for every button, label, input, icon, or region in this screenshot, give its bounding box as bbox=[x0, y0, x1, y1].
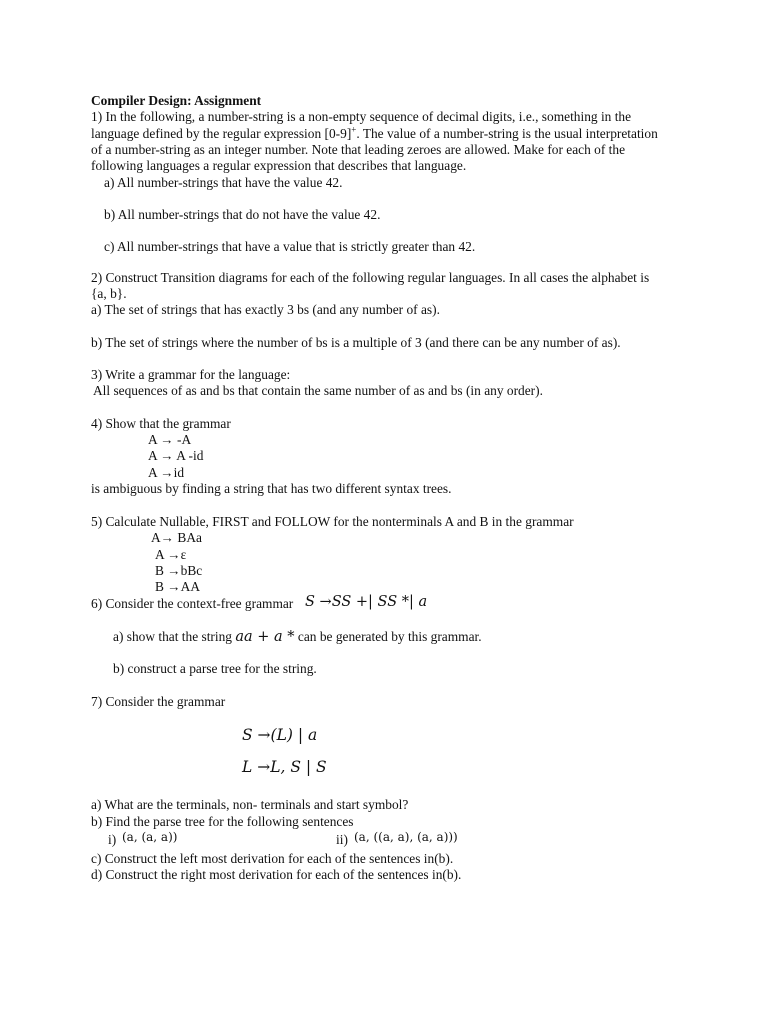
q5-line-1: 5) Calculate Nullable, FIRST and FOLLOW for the nonterminals A and B in the grammar bbox=[91, 514, 574, 529]
q7-part-a: a) What are the terminals, non- terminals and start symbol? bbox=[91, 797, 409, 812]
q7-rule-1: S →(L) | a bbox=[242, 726, 318, 744]
q1-part-a: a) All number-strings that have the value 42. bbox=[104, 175, 343, 190]
q5-rule-4: B →AA bbox=[155, 579, 201, 594]
q6-part-b: b) construct a parse tree for the string. bbox=[113, 661, 317, 676]
q1-line-4: following languages a regular expression that describes that language. bbox=[91, 158, 467, 173]
q6-part-a-pre: a) show that the string bbox=[113, 629, 233, 644]
q6-string-math: aa + a * bbox=[235, 629, 295, 645]
q7-sentence-i-label: i) bbox=[108, 832, 117, 847]
q1-part-c: c) All number-strings that have a value that is strictly greater than 42. bbox=[104, 239, 476, 254]
q1-part-b: b) All number-strings that do not have the value 42. bbox=[104, 207, 381, 222]
q4-rule-1: A → -A bbox=[148, 432, 192, 447]
q3-line-2: All sequences of as and bs that contain the same number of as and bs (in any order). bbox=[93, 383, 543, 398]
q4-rule-2: A → A -id bbox=[148, 448, 204, 463]
q6-line-1: 6) Consider the context-free grammar bbox=[91, 596, 294, 611]
q7-sentence-ii-label: ii) bbox=[336, 832, 348, 847]
q7-part-c: c) Construct the left most derivation for each of the sentences in(b). bbox=[91, 851, 454, 866]
q2-line-1: 2) Construct Transition diagrams for each of the following regular languages. In all cases the alphabet is bbox=[91, 270, 650, 285]
q5-rule-2: A →ε bbox=[155, 547, 187, 562]
q2-part-b: b) The set of strings where the number of bs is a multiple of 3 (and there can be any number of as). bbox=[91, 335, 621, 350]
q7-sentence-ii: (a, ((a, a), (a, a))) bbox=[354, 830, 458, 844]
q1-line-2-post: . The value of a number-string is the usual interpretation bbox=[356, 126, 658, 141]
q7-sentence-i: (a, (a, a)) bbox=[122, 830, 178, 844]
q1-line-2-pre: language defined by the regular expression [0-9] bbox=[91, 126, 352, 141]
q1-line-3: of a number-string as an integer number. Note that leading zeroes are allowed. Make for each of the bbox=[91, 142, 626, 157]
q4-line-after: is ambiguous by finding a string that has two different syntax trees. bbox=[91, 481, 452, 496]
q1-line-2 bbox=[91, 126, 658, 142]
q4-line-1: 4) Show that the grammar bbox=[91, 416, 231, 431]
q5-rule-1: A→ BAa bbox=[151, 530, 202, 545]
q1-line-1: 1) In the following, a number-string is a non-empty sequence of decimal digits, i.e., something in the bbox=[91, 109, 632, 124]
document-title: Compiler Design: Assignment bbox=[91, 93, 262, 108]
q6-part-a bbox=[113, 629, 482, 645]
q7-part-b: b) Find the parse tree for the following sentences bbox=[91, 814, 354, 829]
q7-part-d: d) Construct the right most derivation for each of the sentences in(b). bbox=[91, 867, 462, 882]
q7-rule-2: L →L, S | S bbox=[242, 758, 327, 776]
q1-regex-plus: + bbox=[351, 124, 357, 135]
q6-part-a-post: can be generated by this grammar. bbox=[297, 629, 482, 644]
q2-part-a: a) The set of strings that has exactly 3 bs (and any number of as). bbox=[91, 302, 440, 317]
q7-line-1: 7) Consider the grammar bbox=[91, 694, 226, 709]
q6-grammar: S →SS +| SS *| a bbox=[305, 594, 428, 610]
q2-line-2: {a, b}. bbox=[91, 286, 127, 301]
q4-rule-3: A →id bbox=[148, 465, 185, 480]
q5-rule-3: B →bBc bbox=[155, 563, 203, 578]
q3-line-1: 3) Write a grammar for the language: bbox=[91, 367, 291, 382]
